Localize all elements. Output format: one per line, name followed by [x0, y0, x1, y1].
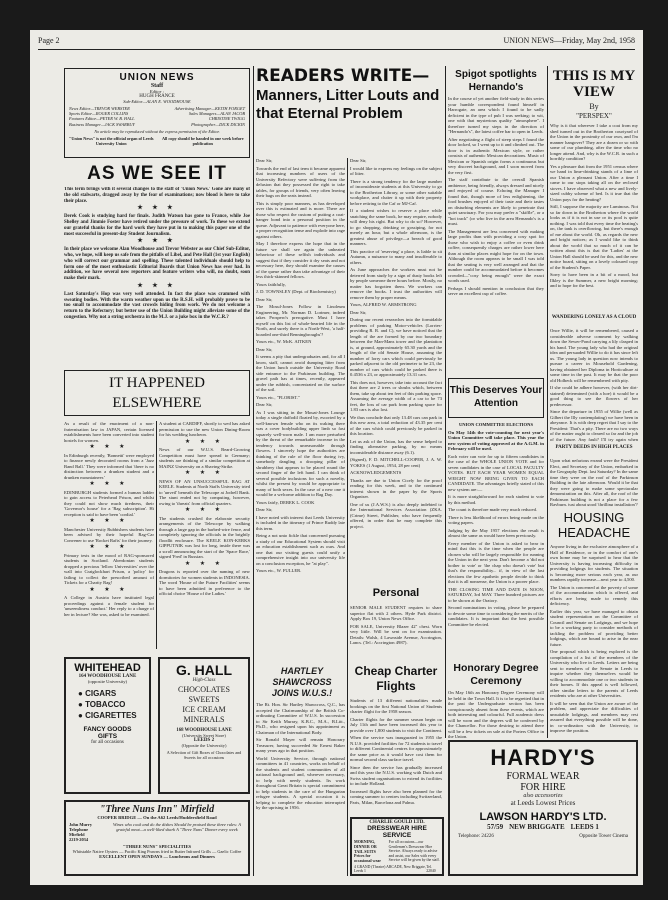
header-rule	[38, 49, 635, 50]
it-happened-item: A College in Austria have instituted legal proceedings against a female student for 'unseemliness conduct.' Her reply to a charge of her in lecture? She was, asked to be examined.	[64, 595, 154, 617]
three-nuns-spec-line: Whitstable Native Oysters — Pacific King Prawns fried in Butter Infrared Grills — Gaelic Coffee	[72, 849, 242, 854]
hardys-address-num: 57/59	[487, 823, 504, 831]
letter-paragraph: Dear Sir,	[256, 507, 273, 512]
spigot-paragraph: The Management are less concerned with making large profits than with providing a cosy spot for those who wish to enjoy a coffee or even drink coffee, consequently charges are rather lower here than at similar places might hope for on the town. Although the room appears to be small I was told that the seating is very well arranged and that the number could be accommodated before it becomes crowded—"cosy being enough" were the exact words used.	[448, 228, 544, 283]
readers-write-col2	[350, 158, 442, 608]
charlie-title: CHARLIE GOULD LTD.	[369, 820, 425, 825]
my-view-paragraph: Sorry to have been in a bit of a mood, but Ilkley is the Summer, a new bright morning; and to hope for the best.	[550, 272, 638, 288]
cheap-charter-paragraph: Students of 13 different nationalities made bookings on the first National Union of Students charter flight for the 1958 season.	[350, 698, 442, 714]
party-col	[550, 458, 638, 506]
cheap-charter-paragraph: When the service was inaugurated in 1955 the N.U.S. provided facilities for 72 students to travel to different Continental centres for approximately the same price as it would have cost them for normal second class surface travel.	[350, 735, 442, 762]
hardys-line2: FOR HIRE	[520, 782, 566, 793]
deserves-lead: On May 14th the vote-counting for next year's Union Committee will take place. This year the new system of voting approved at the A.G.M. in February will be used.	[448, 429, 544, 451]
star-separator: ★ ★ ★	[89, 518, 129, 524]
it-happened-item: A student at CARDIFF, shortly to wed has asked permission to use the new Union Dining-Room for his wedding luncheon.	[159, 421, 250, 437]
staff-entry: News Editor—TREVOR WEBSTER	[69, 106, 130, 111]
staff-entry: Sports Editor—ROGER COLLINS	[69, 111, 129, 117]
letter-paragraph: Dear Sir,	[256, 346, 273, 352]
staff-entry: CHRISTINE TWIGG	[208, 116, 245, 122]
as-we-see-it-paragraph: Last Saturday's Hop was very well attended. In fact the place was crammed with sweating bodies. With the warm weather upon us the R.S.H. will probably prove to be too small to accommodate the vast crowds hiding from work. We do not welcome a return to the Refectory; but better use of the Union Building might alleviate some of the congestion. Why not a string orchestra in the M.J. or a juke box in the W.C.R.?	[64, 291, 250, 320]
whitehead-title: WHITEHEAD	[74, 662, 141, 674]
staff-title: UNION NEWS	[119, 72, 195, 83]
star-separator: ★ ★ ★	[89, 444, 129, 450]
three-nuns-contact-line: Telephone	[69, 827, 89, 832]
honorary-text: On May 16th an Honorary Degree Ceremony will be held in the Town Hall. It is to be regretted that in the past the Undergraduate section has been conspicuously absent from these events, which are both interesting and colourful. Full academic dress will be worn and the degrees will be conferred by the Chancellor. For those desiring to attend there will be a few tickets on sale at the Porters Office in the Union.	[448, 690, 544, 739]
wander-paragraph: Since the departure in 1955 of Willie (well as Gilbert the Illy contemplating) we have been in abeyance. It is with deep regret that I say to the President: That's a pity. There are no two ways of the matter ought to cleared so far and the job of the future. Any fault? I'll try again when	[550, 409, 638, 442]
housing-paragraph: One proposal which is being explored is the compilation of a list of the members of the University who live in Leeds. Letters are being sent to members of the Senate in Leeds to inquire whether they themselves would be willing to accommodate one or two students in their homes. If this appeal is well followed, other similar letters to the parents of Leeds residents who are at other Universities.	[550, 649, 638, 698]
deserves-paragraph: It is more straightforward for each student to vote by this method.	[448, 494, 544, 505]
letter-paragraph: Dear Sir,	[256, 296, 273, 302]
bullet-icon: ●	[78, 689, 86, 698]
charlie-right: For all occasions—our Gentlemen's Dresswear Hire Service. Always ready to advise and assist, our Sales with every Service will be given by the staff.	[388, 840, 440, 863]
readers-write-col1	[256, 158, 345, 658]
wander-col	[550, 328, 638, 443]
letter-paragraph: This practice of 'reserving' a place, is liable to sit Autumn, a nuisance to many and insufferable to others.	[350, 248, 442, 265]
my-view-col	[550, 123, 638, 313]
ghall-item: MINERALS	[183, 715, 225, 724]
it-happened-box	[64, 370, 250, 416]
staff-note: No article may be reproduced without the express permission of the Editor.	[94, 128, 220, 134]
page-header	[38, 36, 635, 48]
star-separator: ★ ★ ★	[184, 438, 225, 445]
personal-col	[350, 605, 442, 657]
ghall-item: SWEETS	[188, 695, 220, 704]
it-happened-left-col	[64, 421, 154, 649]
letter-paragraph: May I therefore express the hope that in the future we shall see again the unheated behaviour of these selfish individuals and suggest that if they consider it dry seats and not necessary here, they should examine the causes of the queue rather than take advantage of their less thick-skinned fellows.	[256, 241, 345, 279]
housing-paragraph: The Union is concerned at the poverty of some of the accommodation which is offered, and efforts are being made to remedy this deficiency.	[550, 584, 638, 606]
personal-ad: SENIOR MALE STUDENT requires to share superior flat with 2 others. Hyde Park district. Apply Box 19, Union News Office.	[350, 605, 442, 621]
three-nuns-line1: COOPER BRIDGE — On the A62 Leeds/Huddersfield Road	[97, 815, 217, 820]
personal-ad: FOR SALE, University Blazer 42" chest. Worn very little. Will be sent on for examination. Details: Walsh, 4 Lawnside Avenue, Accrington, Lancs. (Tel.: Accrington 4987).	[350, 623, 442, 645]
ghall-address-sub: (University Sweet Store)	[182, 733, 226, 738]
staff-footer-right: All copy should be handed in one week before publication	[161, 135, 244, 146]
three-nuns-specialities: "THREE NUNS" SPECIALITIES	[122, 844, 192, 849]
whitehead-item	[78, 688, 149, 699]
letter-paragraph: As I was sitting in the Mouat-Jones Lounge today a single daffodil floated by, escorted by a well-known female who on its waking there was a cover bodybuilding upper limb so fast squarely well-worn male. I am more perturbed by the threat of the remarkable increase in the tendency towards unreasonable through flowers. I sincerely hope the authorities are thinking of the rule of the floor during ivy, somebody dangling a drooping pillar of shrubbery that appears to be placed round the second finger of the left hand. I can think of several possible inclusions for such a novelty, whilst the present by would be appropriate to many of both sexes. In the case of a new one it would be a welcome addition to Rag Day.	[256, 409, 345, 497]
hartley-paragraph: Sir Ronald Mayer will remain Honorary Treasurer, having succeeded Sir Ernest Baker many years ago in that position.	[256, 737, 345, 753]
letter-paragraph: Yours fairly, DEREK L. COOK	[256, 499, 315, 505]
hardys-address: NEW BRIGGATE	[509, 823, 565, 831]
charlie-footer: 4 GRAND (Theatre) ARCADE, New Briggate, Leeds 1	[354, 864, 426, 873]
staff-sub: Staff	[150, 83, 164, 89]
whitehead-item	[78, 710, 149, 721]
housing-col	[550, 544, 638, 737]
letter-paragraph: Thanks are due to Union Cicely for the proof reading for this week, and to the continued interest shown in the paper by the Sports Organiser.	[350, 477, 442, 499]
honorary-title: Honorary Degree Ceremony	[453, 662, 539, 687]
staff-rows	[69, 106, 245, 127]
it-happened-right-col	[159, 421, 250, 649]
it-happened-item: News of our W.U.S. Beard-Growing Competition must have spread to Germany; students are thinking of a similar competition at MAINZ University on a Shaving-Strike.	[159, 447, 250, 469]
hartley-col	[256, 702, 345, 872]
star-separator: ★ ★ ★	[137, 205, 177, 212]
bullet-icon: ●	[78, 700, 86, 709]
ghall-address: 168 WOODHOUSE LANE	[176, 728, 232, 733]
deserves-paragraph: THE CLOSING TIME AND DATE IS NOON, SATURDAY, 3rd MAY. Three hundred pictures are to be shown at the Oratory.	[448, 586, 544, 603]
three-nuns-contact	[69, 822, 109, 842]
letter-paragraph: If a student wishes to reserve a place while snatching the same book, he may require, nobody will deny his right. But why to do so? However, to go shopping, drinking or gossiping, for not merely an hour, but a whole afternoon, is the greatest abuse of privilege—a breach of good manners.	[350, 208, 442, 246]
deserves-paragraph: Judging by the May 1957 elections the result is almost the same as would have been previously.	[448, 527, 544, 538]
it-happened-item: Primary tests in the mood of RAG-sponsored students in Scotland. Aberdonian students dropped a precious 'fellow Universities' over the wall into Craiglockhart Prison, a 'policy' for failing to collect the prescribed amount of Tickets for a Charity Rag!	[64, 552, 154, 585]
star-separator: ★ ★ ★	[89, 544, 129, 550]
staff-entry: Features Editor—PETER W. B. HALL	[69, 116, 135, 122]
whitehead-gifts: GIFTS	[97, 733, 118, 740]
spigot-col	[448, 96, 544, 374]
wander-paragraph: If she could be adhere however, (with her dirt-stained) determined (with a hoe) it would be a good thing to see the flowers of her predecessor.	[550, 385, 638, 407]
ghall-city-sub: (Opposite the University)	[181, 743, 227, 748]
letter-paragraph: Yours etc., "FLORIST."	[256, 394, 300, 400]
letter-paragraph: Dear Sir,	[256, 402, 273, 407]
editor-label: Editor :	[149, 89, 165, 94]
hartley-paragraph: World University Service, through national committees in 41 countries, works on behalf of the students and student communities of all national background and, wherever necessary, to help with needy students. Its work throughout Great Britain is special commitment to help students in the care of the Hungarian refugee students. A special occasion it is helping to complete the education interrupted by the uprising in 1956.	[256, 755, 345, 810]
three-nuns-contact-line: 2219-2034	[69, 837, 89, 842]
hardys-phone: Telephone: 24226	[458, 834, 494, 839]
it-happened-title: IT HAPPENED ELSEWHERE	[109, 375, 205, 411]
hardys-title: HARDY'S	[490, 745, 596, 770]
three-nuns-ad	[64, 800, 250, 876]
staff-row	[69, 122, 245, 127]
readers-write-title: READERS WRITE—	[256, 66, 430, 86]
as-we-see-it-paragraph: Derek Cook is studying hard for finals. Judith Watson has gone to France, while Joe Shelley and Jimmie Foster have retired under the pressure of work. To these we extend our grateful thanks for the hard work they have put in to making this paper one of the most successful in present-day Student Journalism.	[64, 214, 250, 237]
deserves-col	[448, 422, 544, 657]
letter-paragraph: During our recent researches into the formidable problems of parking Motor-vehicles (Lorries-providing R. R. and C), we have noticed that the length of the are formed by our two boundary between the Man-Mans tower and the plantation is, at ground, approximately 65.30 yards and the length of the old Senate House, assuming the number of lorry cars which could previously be parked adjacent to the old perimeter to be 23, the number of cars which could be parked there is 0.4536 x 23, or approximately 13.31 cars.	[350, 317, 442, 377]
letter-paragraph: One of us (J.A.W.S.) is also deeply indebted to the International Services Association (ZKA. (Crime) Street, Publisher, who have frequently offered, in order that he may complete this project.	[350, 501, 442, 529]
my-view-by: By	[589, 102, 599, 111]
readers-write-subtitle: Manners, Litter Louts and that Eternal Problem	[256, 87, 440, 122]
staff-entry: Business Manager—JACK SWARBUY	[69, 121, 135, 127]
hartley-title: HARTLEY SHAWCROSS JOINS W.U.S.!	[271, 666, 333, 698]
star-separator: ★ ★ ★	[184, 560, 225, 567]
three-nuns-contact-line: John Murry	[69, 822, 93, 827]
letter-paragraph: This is simply poor manners, as has developed over this is estimated and is more. There are those who respect the custom of putting a coat-hanger bond into a personal position in the queue. Adjuvant to patience with everyone here, a proper recognition tense and explode into rage against others.	[256, 200, 345, 239]
it-happened-item: NEWS OF AN UNSUCCESSFUL RAG AT KEELE. Students at North Staffs University tried to 'unveil' beneath the Telescope at Jodrell Bank. The stunt ended not by computing, however, owing to 'threats' from official quarters.	[159, 478, 250, 506]
cheap-charter-paragraph: Increased flights have also been planned for the coming summer to centres including Switzerland, Paris, Milan, Barcelona and Palma.	[350, 788, 442, 805]
charlie-footer-tel: Tel. 22040	[426, 864, 436, 873]
as-we-see-it-paragraph: This term brings with it several changes to the staff of 'Union News.' Gone are many of the old stalwarts, dragged away by the fear of examinations; now blood is here to take their place.	[64, 187, 250, 204]
star-separator: ★ ★ ★	[89, 586, 129, 593]
ghall-sub: High-Class	[192, 678, 216, 683]
whitehead-item-label: CIGARS	[85, 689, 117, 698]
housing-paragraph: Earlier this year, we have managed to obtain student representation on the Committee of Council and Senate on Lodgings, and we hope to be a working party to consider methods of tackling the problem of providing better lodgings, which are bound to arise in the near future.	[550, 608, 638, 647]
issue-date: UNION NEWS—Friday, May 2nd, 1958	[503, 36, 635, 45]
hardys-city: LEEDS 1	[570, 823, 599, 831]
newspaper-page	[30, 30, 643, 885]
ghall-item: ICE CREAM	[182, 705, 226, 714]
wander-paragraph: Once Willie, it will be remembered, caused a considerable adverse comment by walking down the Sewer-Pond carrying a lily clasped in his hand. The young lady who had the original idea and persuaded Willie to do it has since left us. The young lady in question now intends to pursue a career in Mousehold Gardening, having obtained her Diploma in Horticulture at some time in the past. It may be that the poor old Holbeck will be remembered with pity.	[550, 328, 638, 383]
deserves-paragraph: There is less likelihood of errors being made on the voting papers.	[448, 514, 544, 525]
deserves-paragraph: Second nominations in voting, please be prepared to devote some time to considering the merits of the candidates. It is important that the best possible Committee be elected.	[448, 605, 544, 627]
it-happened-item: Dragons is reported over the naming of new dormitories for women students in INDONESIA. The word 'House of the Future Facilities' seems to have been admitted in preference to the official choice 'House of the Ladies.'	[159, 569, 250, 596]
deserves-paragraph: The count is therefore made very much reduced.	[448, 507, 538, 512]
letter-paragraph: As June approaches the workers must not be deterred from study by a sign of dusty books left by people someone three hours before. Mostly, no matter has forgotten them. We workers can remove the books. I trust the authorities will remove them by proper means.	[350, 267, 442, 300]
it-happened-item: As a result of the enactment of a non-fraternisation law in JAPAN, certain licensed establishments have been converted into student hostels for women.	[64, 421, 154, 443]
party-paragraph: Upon what nefarious errand were the President Elect, and Secretary of the Union, embarked in the Geography Dept. last Saturday? In the same time they were on the roof of the Parkinson Building in the late afternoon. Would it be that they were going to make some spectacular demonstration on this. After all, the roof of the Parkinson building is not a place for a few Rayburn, just about good 'thrilling installation'?	[550, 458, 638, 506]
charlie-left2: Prices for occasional wear	[354, 853, 381, 864]
letter-paragraph: The Mosul-Jones Follow in Linoleum Engineering, Mr. Norman D. Lorimer, indeed takes Prospero's prerogative. Must I have myself on this list of whole-hearted life in the North, and surely there is a North-West, 'a half-boarded one-third Benningbroughs'?	[256, 304, 345, 337]
ghall-item: CHOCOLATES	[177, 685, 230, 694]
spigot-paragraph: Perhaps I should mention in conclusion that they serve an excellent cup of coffee.	[448, 285, 544, 296]
letter-paragraph: Yours etc., W. FULLER.	[256, 568, 302, 573]
three-nuns-title: "Three Nuns Inn" Mirfield	[99, 804, 215, 815]
whitehead-item	[78, 699, 149, 710]
ghall-title: G. HALL	[176, 662, 232, 678]
ghall-ad	[158, 657, 250, 794]
hardys-line3: also accessories	[523, 793, 563, 799]
it-happened-item: In Edinburgh recently, 'Bonnetti' were employed to finance newly decorated rooms from a 'Jazz Band Ball.' They were informed that 'there is no distinction between a drunken student and a drunken mountaineer.'	[64, 452, 154, 480]
my-view-paragraph: Still, I suppose the majority are Luminous. Not so far down in the Brotherton where the world looks as if it is not in use or its pool is quite nothing. I was told that every time the heating's on, the tank is overflowing, but there's enough of me about the world. Oh, as regards the new and bright notices; as I would like to think about the world that so much of it can be written about this is that the 'Ladies' at the Union Hall should be used for this, and the new notice board, sitting on a lovely coloured copy of the Student's Paper.	[550, 204, 638, 270]
cheap-charter-paragraph: Charter flights for the summer season begin on July 11th and have been increased this year to provide over 1,800 students to visit the Continent.	[350, 716, 442, 733]
editor-name: HUGH FRANCE	[139, 94, 175, 99]
whitehead-fancy: FANCY GOODS	[83, 726, 132, 733]
letter-paragraph: It seems a pity that undergraduates and, for all I know, staff, cannot avoid dumping litter from the Union lunch outside the University Road side entrance to the Parkinson building. The gravel path has at times, recently, appeared under the rubbish, concentrated on the surface of the soil.	[256, 354, 345, 392]
housing-title: HOUSING HEADACHE	[557, 510, 631, 540]
whitehead-items	[78, 688, 149, 721]
spigot-paragraph: The staff contribute to the overall Spanish ambience, being friendly, always dressed and nicely and enjoyed of course. Echoing the Manager I found that, though more of less enlightening, the food brushes enjoyed of their taste and their tastes on disturbing elements are likely to penetrate that quiet sanctuary. For you may prefer a "skiffle", or a "hot track" (or who live in the area Hernando's is a must.	[448, 177, 544, 226]
charlie-left: MORNING, DINNER OR TAIL SUITS	[354, 839, 377, 854]
deserves-title: This Deserves Your Attention	[449, 385, 543, 409]
spigot-paragraph: In the course of yet another field-study in this series your humble correspondent found himself in Harrogate, an area which I found to be sadly deficient in the type of pub I was seeking; to wit, one with that mysterious quality "atmosphere". I therefore turned my steps in the direction of "Hernando's", the latest coffee bar to open in Leeds.	[448, 96, 544, 134]
ghall-city: LEEDS 2	[193, 738, 215, 743]
letter-paragraph: ACKNOWLEDGEMENTS	[350, 470, 402, 475]
whitehead-item-label: TOBACCO	[85, 700, 126, 709]
housing-paragraph: Anyone living in the exclusive atmosphere of a Hall of Residence, or in the comfort of one's own home may be surprised to hear that the University is having increasing difficulty in providing lodgings for students. The situation is becoming more serious each year, as our numbers rapidly increase—next year to 4,500.	[550, 544, 638, 582]
letter-paragraph: Yours etc., W. McK. AITKEN	[256, 339, 312, 344]
three-nuns-contact-line: Mirfield	[69, 832, 85, 837]
hardys-line1: FORMAL WEAR	[506, 771, 580, 782]
letter-paragraph: Being a not unto fickle that concerned pursuing a study of our Educational System should visit an education establishment such as ours. And one that our visiting guests could unify a comprehensive insight into our university life on a conclusion exception, he "at play".	[256, 533, 345, 566]
letter-paragraph: Yours faithfully,	[256, 281, 286, 287]
it-happened-item: EDINBURGH students formed a human ladder to gain access to Peterhead Prison, and whilst they could not show much tiredness, their 'Governor's house' for a 'Rag subscription'. Hi reception is said to have been 'cordial.'	[64, 489, 154, 517]
letter-paragraph: Let us ask of the Union, has the sense helped to finding alternative parking, by no means inconsiderable distance away (6.1).	[350, 438, 442, 455]
whitehead-occasions: for all occasions	[91, 740, 124, 745]
cheap-charter-col	[350, 698, 442, 813]
deserves-paragraph: Every member of the Union is asked to bear in mind that this is the time when the people are chosen who will be largely responsible for running the Union in the next year. Don't become a 'did not bother to vote' or 'the chap who doesn't vote' but that's the responsibility... if, in view of the last elections the few apathetic people decide to think that it is all nonsense, the Union is a poorer place.	[448, 540, 544, 584]
letter-paragraph: Dear Sir,	[350, 158, 367, 163]
cheap-charter-paragraph: Since then the service has gradually increased and this year the N.U.S. working with Dutch and Swiss student organisations to extend its facilities to include Holland.	[350, 764, 442, 786]
letter-paragraph: J. D. TOWNSLEY (Dept. of Biochemistry)	[256, 289, 336, 294]
page-number: Page 2	[38, 36, 60, 45]
letter-paragraph: I would like to express my feelings on the subject of litter.	[350, 165, 442, 176]
deserves-paragraph: Each voter can vote for up to fifteen candidates in the case of the WHOLE UNION VOTE and for seven candidates in the case of LOCAL FACULTY VOTES. BUT EACH YEAR WOMEN EQUAL WEIGHT NOW BEING GIVEN TO EACH CANDIDATE. The advantages briefly stated of this new system are:—	[448, 453, 544, 492]
whitehead-sub: (opposite University)	[87, 679, 128, 684]
whitehead-address: 164 WOODHOUSE LANE	[78, 674, 137, 679]
letter-paragraph: This does not, however, take into account the fact that there are 2 trees or shrubs which, between them, take up about ten feet of this parking space. Assuming the average width of a car to be 73 feet, the loss of car park from parking space for 1.83 cars is also lost.	[350, 379, 442, 412]
three-nuns-hours: EXCELLENT OPEN SUNDAYS — Luncheons and Dinners	[99, 854, 215, 859]
ghall-note: A Selection of Gift Boxes of Chocolates and Sweets for all occasions	[166, 750, 242, 760]
hardys-ad	[448, 740, 638, 876]
my-view-paragraph: Yes a pleasure that from the 1951 census where we hand in lime-drinking stands of a lime of our Union a pleasant Union. After a time I came to our stops taking all on the reclosed stoves. I have observed what a new and lively-sized cubby scheme of bed. Is it true that the Union pays for the heating?	[550, 163, 638, 202]
letter-paragraph: Towards the end of last term it became apparent that increasing numbers of users of the University Refectory were suffering from the delusion that they possessed the right to take tables, for groups of friends, very often leaving their bags on the seats instead.	[256, 165, 345, 198]
staff-box	[64, 68, 250, 158]
charlie-gould-ad	[350, 817, 444, 876]
letter-paragraph: Dear Sir,	[350, 309, 367, 315]
whitehead-item-label: CIGARETTES	[85, 711, 137, 720]
letter-paragraph: I have noted with interest that Leeds University is included in the itinerary of Prince Ruddy late this term.	[256, 514, 345, 531]
spigot-title: Spigot spotlights Hernando's	[455, 69, 537, 93]
spigot-paragraph: After negotiating a flight of steep steps I found the door locked, so I went up to it and climbed out. The door is in authentic Mexican style, or rather consists of authentic Mexican decorations. Music of Mexican or Spanish origin forms a continuous but very discreet background, and I soon moved from the very first.	[448, 136, 544, 175]
staff-entry: Advertising Manager—KEITH FORGET	[174, 106, 245, 111]
deserves-box	[448, 378, 544, 418]
deserves-sub: UNION COMMITTEE ELECTIONS	[458, 422, 534, 427]
star-separator: ★ ★ ★	[89, 481, 129, 487]
cheap-charter-title: Cheap Charter Flights	[354, 664, 438, 693]
charlie-sub: DRESSWEAR HIRE SERVICE	[367, 825, 427, 839]
personal-title: Personal	[372, 587, 420, 599]
sub-editor: Sub-Editor—ALAN E. WOODHOUSE	[123, 99, 191, 104]
whitehead-ad	[64, 657, 151, 794]
staff-entry: Photographer—DICK DICKIN	[191, 121, 245, 127]
it-happened-item: The students crushed the elaborate security arrangements of the Telescope by walking through a large gap in the barbed-wire fence, and completely ignoring the officials in the brightly floodlit enclosure. The KEELE KON-KERKS GIPPUTNIK was lost for long, inside there was a scroll announcing the start of the 'Space Race,' signed 'Fred' in Russian.	[159, 515, 250, 559]
column-rule-2	[445, 66, 446, 738]
bullet-icon: ●	[78, 711, 86, 720]
housing-paragraph: It will be seen that the Union are aware of the problem, and appreciate the difficulties of unsuitable lodgings, and members may rest assured that everything possible will be done, in co-ordination with the University, to improve the position.	[550, 700, 638, 733]
star-separator: ★ ★ ★	[184, 507, 225, 513]
wander-title: WANDERING LONELY AS A CLOUD	[551, 315, 637, 320]
as-we-see-it-paragraph: In their place we welcome Alan Woodhouse and Trevor Webster as our Chief Sub-Editor, who, we hope, will keep us safe from the pitfalls of Libel, and Pete Hall (1st year English) who will correct our grammar and spelling. These talented individuals should help to form one of the most enthusiastic Editorial Boards that Union News has ever had. In addition, we have several new reporters and feature writers who will, no doubt, soon make their mark.	[64, 247, 250, 282]
it-happened-item: Manchester University Rubbishers students have been advised by their hopeful Rag-Car Convener to use 'Rocket Rafts' for their journey.	[64, 526, 154, 543]
staff-footer-left: "Union News" is not the official organ of Leeds University Union	[69, 135, 154, 146]
my-view-author: "PERSPEX"	[576, 112, 612, 120]
star-separator: ★ ★ ★	[137, 238, 177, 245]
letter-paragraph: There is a strong tendency for the large number of inconsiderate students at this University to go to the Brotherton Library, or some other suitable workplace, and clutter it up with their property before retiring to the Caf or MJ-Caf.	[350, 178, 442, 206]
my-view-paragraph: Why is it that wherever I take a coat from my shed turned out in the Brotherton courtyard of the Union in the proximity of our own, and I'm manner hangover? They are a dozen or so with some of our plumbing, after the time who no longer attend. And, why is the W.C.R. in such a horribly condition?	[550, 123, 638, 161]
star-separator: ★ ★ ★	[137, 282, 177, 289]
as-we-see-it-title: AS WE SEE IT	[87, 163, 227, 184]
column-rule-3	[547, 66, 548, 738]
column-rule-1	[253, 66, 254, 876]
three-nuns-verse: Wines who cook and do the dishes Should be praised these three rules: A grateful meat—a well-liked shark A "Three Nuns" Dinner every week	[113, 822, 241, 833]
hardys-name: LAWSON HARDY'S LTD.	[479, 811, 607, 823]
column-rule-5	[156, 421, 157, 649]
column-rule-4	[347, 158, 348, 876]
ghall-items	[160, 685, 248, 725]
my-view-title: THIS IS MY VIEW	[552, 68, 636, 100]
letter-paragraph: Dear Sir,	[256, 158, 273, 163]
party-title: PARTY DEEDS IN HIGH PLACES	[555, 445, 633, 450]
staff-entry: Sales Managers—ALAN JACOB	[188, 111, 245, 117]
hartley-paragraph: The Rt. Hon. Sir Hartley Shawcross, Q.C., has accepted the Chairmanship of the British Co-ordinating Committee of W.U.S. In succession to Sir Keith Murray, K.B.C., M.A., B.Litt., Ph.D., who resigned upon his appointment as Chairman of the International Body.	[256, 702, 345, 735]
letter-paragraph: Yours, ALFRED W. ARMSTRONG	[350, 302, 417, 307]
star-separator: ★ ★ ★	[184, 470, 225, 476]
hardys-line4: at Leeds Lowest Prices	[510, 799, 576, 807]
as-we-see-it-body	[64, 187, 250, 365]
hardys-opposite: Opposite Tower Cinema	[579, 834, 628, 839]
letter-paragraph: (Signed), F. D. MITCHELL-COOPER, J. A. W. YOKES (1 August, 1954, 28 per cent)	[350, 457, 442, 468]
letter-paragraph: We thus conclude that only 13.48 cars can park in this new area, a total reduction of 43.35 per cent of the cars which could previously be parked in this location.	[350, 414, 442, 436]
